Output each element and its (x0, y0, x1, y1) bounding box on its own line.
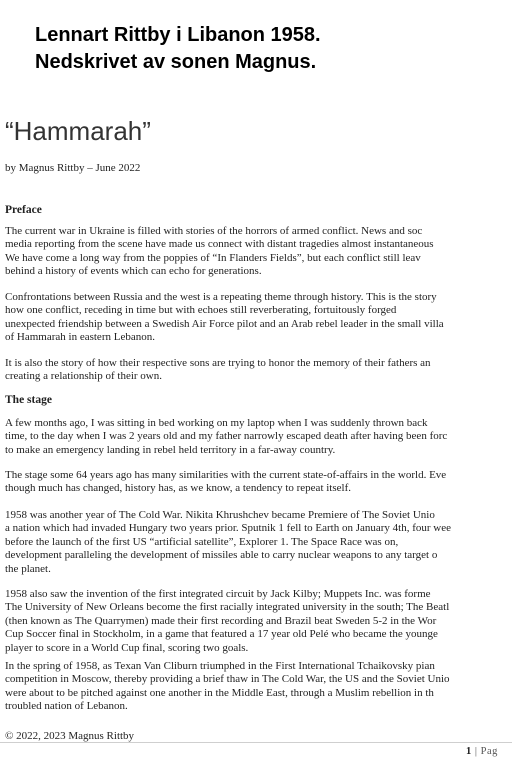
text-line: troubled nation of Lebanon. (5, 700, 128, 713)
text-line: Cup Soccer final in Stockholm, in a game that featured a 17 year old Pelé who became the younge (5, 628, 438, 641)
stage-paragraph-4 (5, 588, 512, 655)
stage-paragraph-5 (5, 660, 512, 714)
page-number (466, 746, 498, 757)
text-line: how one conflict, receding in time but with echoes still reverberating, fortuitously forged (5, 304, 397, 317)
stage-heading: The stage (5, 394, 52, 406)
text-line: the planet. (5, 562, 51, 575)
text-line: before the launch of the first US “artificial satellite”, Explorer 1. The Space Race was on, (5, 535, 399, 548)
preface-paragraph-2 (5, 291, 512, 345)
text-line: behind a history of events which can echo for generations. (5, 265, 262, 278)
preface-paragraph-1 (5, 225, 512, 279)
text-line: In the spring of 1958, as Texan Van Cliburn triumphed in the First International Tchaikovsky pian (5, 660, 435, 672)
banner-line-2: Nedskrivet av sonen Magnus. (35, 51, 317, 73)
text-line: unexpected friendship between a Swedish Air Force pilot and an Arab rebel leader in the small villa (5, 317, 444, 330)
text-line: media reporting from the scene have made us connect with distant tragedies almost instantaneous (5, 238, 434, 251)
stage-paragraph-2 (5, 469, 512, 496)
stage-paragraph-1 (5, 417, 512, 457)
page-label: | Pag (474, 746, 498, 757)
preface-heading: Preface (5, 204, 42, 216)
text-line: We have come a long way from the poppies of “In Flanders Fields”, but each conflict still leav (5, 251, 421, 264)
text-line: though much has changed, history has, as we know, a tendency to repeat itself. (5, 482, 351, 495)
page-number-value: 1 (466, 746, 472, 757)
banner-line-1: Lennart Rittby i Libanon 1958. (35, 24, 321, 46)
text-line: A few months ago, I was sitting in bed working on my laptop when I was suddenly thrown back (5, 417, 428, 429)
document-title: “Hammarah” (5, 116, 151, 146)
text-line: of Hammarah in eastern Lebanon. (5, 331, 155, 344)
text-line: It is also the story of how their respective sons are trying to honor the memory of their fathers an (5, 357, 431, 369)
text-line: creating a relationship of their own. (5, 370, 163, 383)
document-page (0, 112, 512, 768)
footer-divider (0, 742, 512, 743)
text-line: time, to the day when I was 2 years old and my father narrowly escaped death after having been forc (5, 430, 448, 443)
byline: by Magnus Rittby – June 2022 (5, 162, 141, 174)
text-line: 1958 was another year of The Cold War. Nikita Khrushchev became Premiere of The Soviet Unio (5, 509, 435, 521)
text-line: (then known as The Quarrymen) made their first recording and Brazil beat Sweden 5-2 in the Wor (5, 614, 437, 627)
text-line: The University of New Orleans become the first racially integrated university in the south; The Beatl (5, 601, 450, 614)
text-line: were about to be pitched against one another in the Middle East, through a Muslim rebellion in th (5, 686, 434, 699)
banner-title (35, 22, 505, 76)
text-line: to make an emergency landing in rebel held territory in a far-away country. (5, 443, 336, 456)
text-line: Confrontations between Russia and the west is a repeating theme through history. This is the story (5, 291, 437, 303)
text-line: 1958 also saw the invention of the first integrated circuit by Jack Kilby; Muppets Inc. was forme (5, 588, 431, 600)
copyright-notice: © 2022, 2023 Magnus Rittby (5, 730, 135, 742)
text-line: player to score in a World Cup final, scoring two goals. (5, 641, 249, 654)
text-line: development paralleling the development of missiles able to carry nuclear weapons to any target o (5, 549, 438, 562)
text-line: competition in Moscow, thereby providing a brief thaw in The Cold War, the US and the Soviet Unio (5, 673, 450, 686)
text-line: The stage some 64 years ago has many similarities with the current state-of-affairs in the world. Eve (5, 469, 447, 481)
text-line: a nation which had invaded Hungary two years prior. Sputnik 1 fell to Earth on January 4th, four wee (5, 522, 451, 535)
text-line: The current war in Ukraine is filled with stories of the horrors of armed conflict. News and soc (5, 225, 423, 237)
stage-paragraph-3 (5, 509, 512, 576)
preface-paragraph-3 (5, 357, 512, 384)
